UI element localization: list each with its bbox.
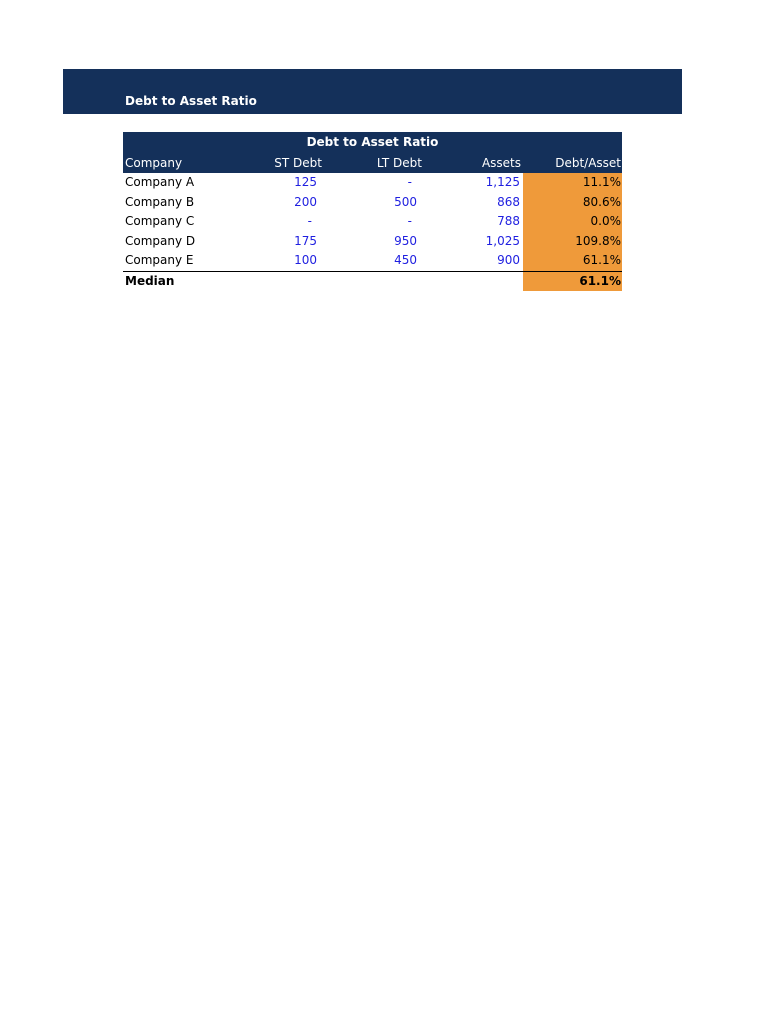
st-debt-cell: 100 <box>294 253 317 267</box>
column-header-company: Company <box>125 156 183 170</box>
st-debt-cell: 175 <box>294 233 317 248</box>
table-row <box>123 193 622 213</box>
median-row <box>123 271 622 292</box>
company-name-cell: Company B <box>125 194 195 209</box>
column-header-debt-asset: Debt/Asset <box>555 156 621 170</box>
company-name-cell: Company E <box>125 253 194 267</box>
column-header-lt-debt: LT Debt <box>376 156 422 170</box>
table-header <box>123 132 622 173</box>
table-title: Debt to Asset Ratio <box>306 135 439 149</box>
debt-asset-ratio-cell: 80.6% <box>523 193 622 213</box>
company-name-cell: Company C <box>125 214 195 228</box>
median-ratio-cell: 61.1% <box>523 272 622 292</box>
column-header-row <box>123 153 622 173</box>
table-row <box>123 173 622 193</box>
lt-debt-cell: - <box>407 214 412 228</box>
column-header-st-debt: ST Debt <box>274 156 322 170</box>
lt-debt-cell: 500 <box>394 194 417 209</box>
assets-cell: 1,125 <box>485 175 520 189</box>
table-row <box>123 232 622 252</box>
company-name-cell: Company D <box>125 233 196 248</box>
table-row <box>123 251 622 271</box>
assets-cell: 788 <box>497 214 520 228</box>
lt-debt-cell: 450 <box>394 253 417 267</box>
lt-debt-cell: 950 <box>394 233 417 248</box>
column-header-assets: Assets <box>481 156 521 170</box>
banner-title: Debt to Asset Ratio <box>125 94 257 108</box>
lt-debt-cell: - <box>407 175 412 189</box>
debt-to-asset-table <box>123 132 622 291</box>
company-name-cell: Company A <box>125 175 195 189</box>
assets-cell: 900 <box>497 253 520 267</box>
debt-asset-ratio-cell: 109.8% <box>523 232 622 252</box>
debt-asset-ratio-cell: 0.0% <box>523 212 622 232</box>
table-row <box>123 212 622 232</box>
debt-asset-ratio-cell: 11.1% <box>523 173 622 193</box>
st-debt-cell: 125 <box>294 175 317 189</box>
st-debt-cell: 200 <box>294 194 317 209</box>
assets-cell: 1,025 <box>485 233 520 248</box>
median-label: Median <box>125 273 175 288</box>
debt-asset-ratio-cell: 61.1% <box>523 251 622 271</box>
st-debt-cell: - <box>307 214 312 228</box>
title-banner <box>63 69 682 114</box>
assets-cell: 868 <box>497 194 520 209</box>
